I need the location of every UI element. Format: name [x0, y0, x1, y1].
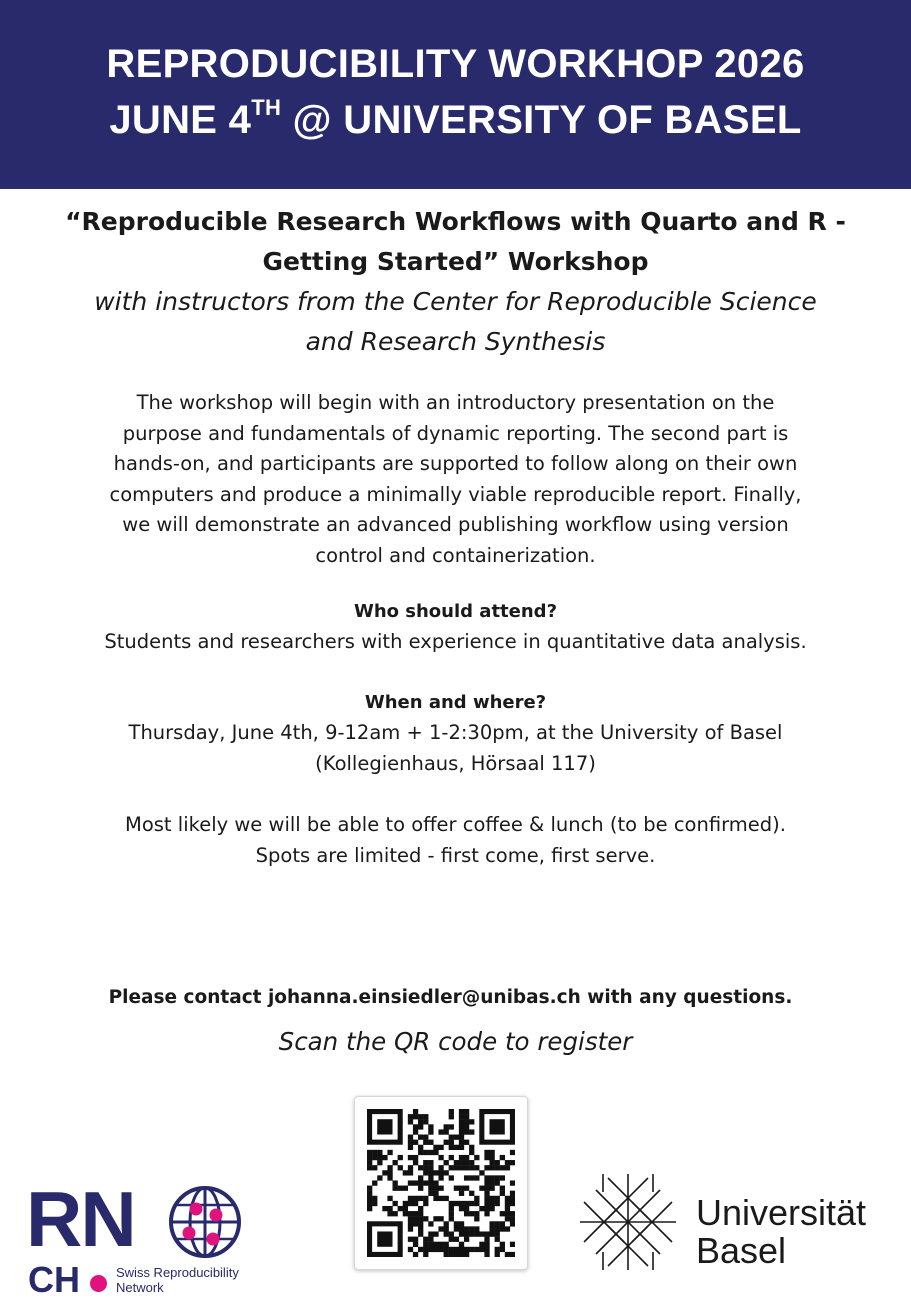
when-answer: [0, 718, 911, 779]
logo-dot: [90, 1275, 107, 1292]
workshop-subtitle-line2: and Research Synthesis: [305, 327, 606, 356]
srn-wordmark: [116, 1265, 239, 1295]
when-heading: When and where?: [364, 692, 547, 713]
workshop-subtitle-line1: with instructors from the Center for Reproducible Science: [94, 287, 817, 316]
header-date-suffix: TH: [251, 95, 282, 120]
description-line: computers and produce a minimally viable reproducible report. Finally,: [109, 482, 802, 506]
unibas-wordmark-line2: Basel: [696, 1230, 787, 1271]
header-venue: @ UNIVERSITY OF BASEL: [281, 98, 802, 142]
description-line: purpose and fundamentals of dynamic reporting. The second part is: [122, 421, 789, 445]
workshop-title-line1: “Reproducible Research Workflows with Quarto and R -: [65, 207, 846, 236]
description-line: control and containerization.: [315, 543, 596, 567]
qr-code-icon: [367, 1109, 515, 1257]
workshop-subtitle: [0, 282, 911, 362]
catering-note-line1: Most likely we will be able to offer coffee & lunch (to be confirmed).: [125, 813, 786, 836]
header-banner: [0, 0, 911, 189]
header-title-line2: [0, 96, 911, 144]
workshop-description: [0, 388, 911, 571]
registration-qr-code[interactable]: [354, 1096, 528, 1270]
srn-wordmark-line2: Network: [116, 1280, 164, 1295]
catering-note-line2: Spots are limited - first come, first serve.: [255, 843, 656, 867]
who-heading: Who should attend?: [353, 601, 558, 622]
contact-line: Please contact johanna.einsiedler@unibas.ch with any questions.: [108, 987, 793, 1008]
header-date: JUNE 4: [109, 98, 252, 142]
network-globe-icon: [166, 1183, 244, 1261]
ch-logo-letters: CH: [28, 1259, 80, 1300]
when-answer-line2: (Kollegienhaus, Hörsaal 117): [315, 751, 596, 775]
description-line: hands-on, and participants are supported to follow along on their own: [113, 452, 798, 475]
unibas-wordmark-line1: Universität: [696, 1192, 867, 1233]
university-of-basel-logo: [578, 1172, 888, 1272]
who-answer: Students and researchers with experience in quantitative data analysis.: [104, 630, 807, 653]
header-title-line1: REPRODUCIBILITY WORKHOP 2026: [106, 42, 805, 86]
unibas-wordmark: [696, 1194, 866, 1270]
workshop-title-line2: Getting Started” Workshop: [262, 247, 649, 276]
swiss-reproducibility-network-logo: [26, 1175, 256, 1305]
description-line: The workshop will begin with an introductory presentation on the: [136, 391, 775, 414]
rn-logo-letters: RN: [26, 1175, 135, 1263]
workshop-title: [0, 202, 911, 282]
description-line: we will demonstrate an advanced publishing workflow using version: [122, 513, 789, 536]
catering-note: [0, 810, 911, 871]
srn-wordmark-line1: Swiss Reproducibility: [116, 1265, 239, 1280]
when-answer-line1: Thursday, June 4th, 9-12am + 1-2:30pm, at the University of Basel: [128, 721, 783, 744]
register-prompt: Scan the QR code to register: [278, 1027, 633, 1056]
unibas-emblem-icon: [578, 1172, 678, 1272]
